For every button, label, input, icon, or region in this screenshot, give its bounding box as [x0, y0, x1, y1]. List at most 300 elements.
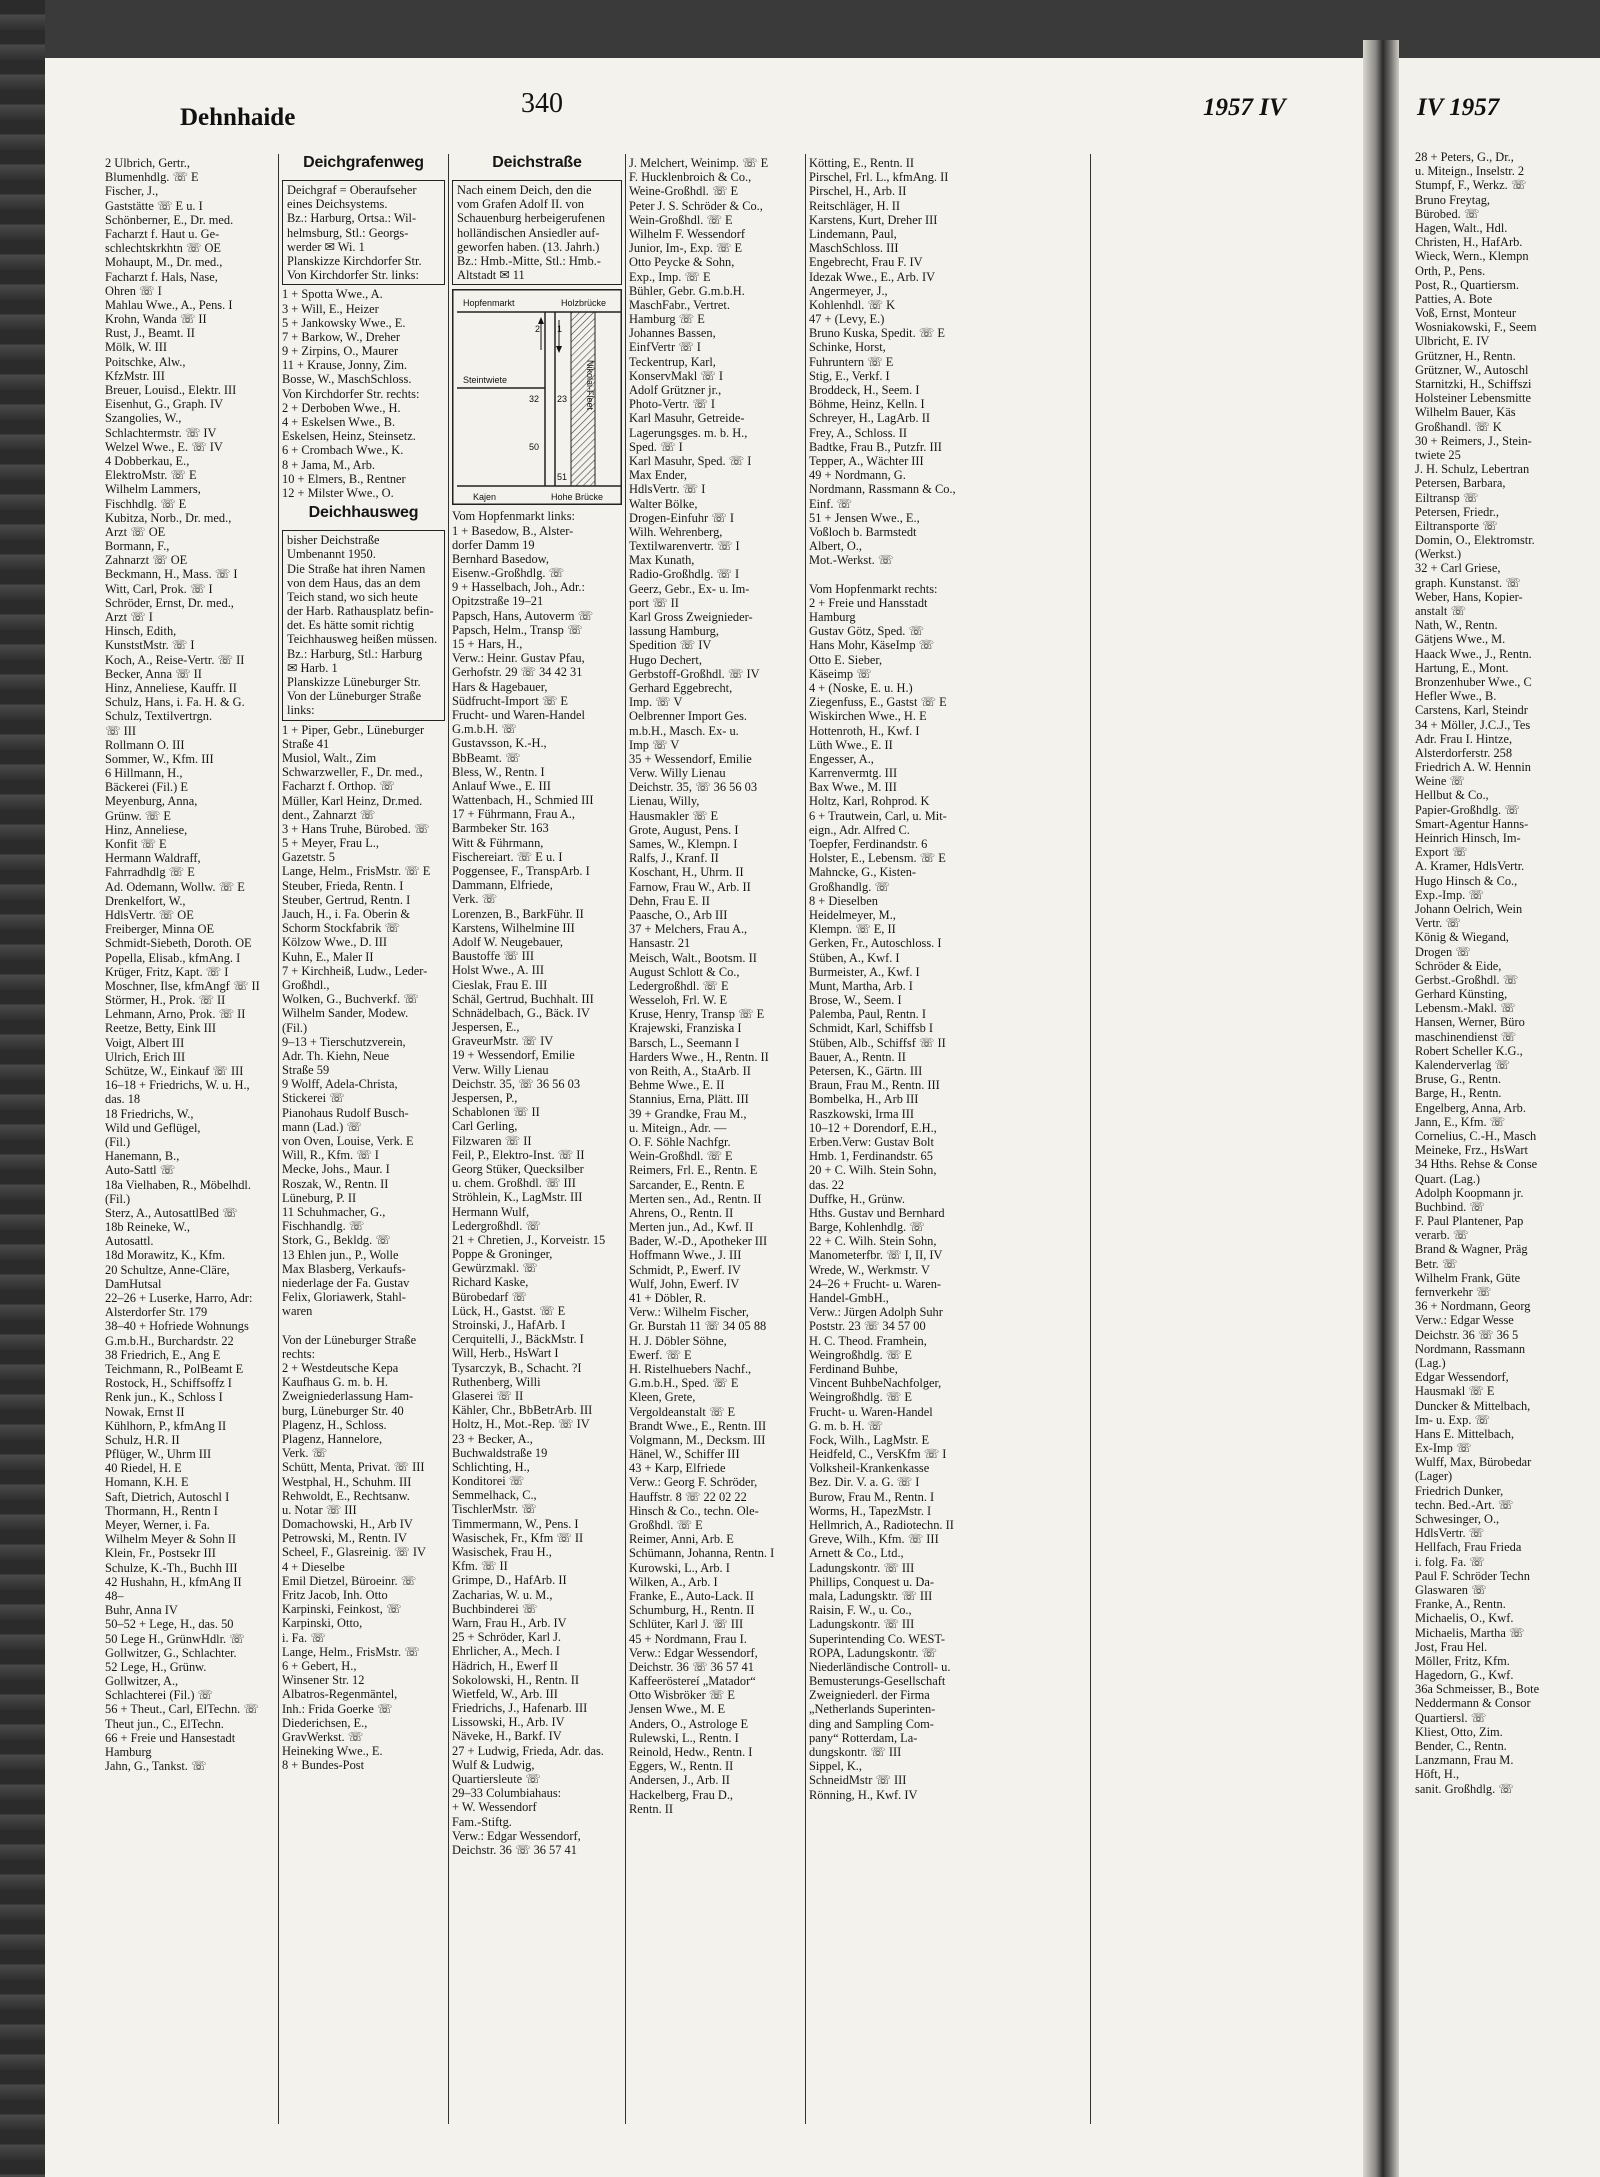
- directory-entry: Holtz, H., Mot.-Rep. ☏ IV: [452, 1417, 590, 1432]
- directory-entry: Thormann, H., Rentn I: [105, 1503, 218, 1518]
- directory-entry: F. Paul Plantener, Pap: [1415, 1214, 1524, 1229]
- directory-entry: Jann, E., Kfm. ☏: [1415, 1114, 1506, 1129]
- directory-entry: Papsch, Helm., Transp ☏: [452, 622, 583, 637]
- directory-entry: 51 + Jensen Wwe., E.,: [809, 510, 920, 525]
- directory-entry: Planskizze Lüneburger Str.: [287, 675, 421, 689]
- directory-entry: Burow, Frau M., Rentn. I: [809, 1489, 935, 1504]
- directory-entry: u. Notar ☏ III: [282, 1502, 357, 1517]
- scan-border: [0, 0, 45, 2177]
- directory-entry: Voigt, Albert III: [105, 1035, 185, 1050]
- directory-entry: (Lager): [1415, 1469, 1453, 1484]
- directory-entry: 1 + Spotta Wwe., A.: [282, 287, 383, 302]
- directory-entry: 10–12 + Dorendorf, E.H.,: [809, 1120, 937, 1135]
- directory-entry: i. folg. Fa. ☏: [1415, 1554, 1485, 1569]
- directory-entry: Opitzstraße 19–21: [452, 594, 544, 609]
- directory-entry: Großhandlg. ☏: [809, 879, 890, 894]
- directory-entry: Bz.: Harburg, Stl.: Harburg: [287, 646, 423, 661]
- directory-entry: Jespersen, P.,: [452, 1091, 518, 1105]
- directory-entry: Verw.: Heinr. Gustav Pfau,: [452, 651, 585, 666]
- column-4: [629, 156, 803, 1816]
- directory-entry: Exp.-Imp. ☏: [1415, 887, 1484, 902]
- directory-entry: Otto Wisbröker ☏ E: [629, 1688, 735, 1703]
- directory-entry: 6 + Trautwein, Carl, u. Mit-: [809, 808, 947, 823]
- directory-entry: Andersen, J., Arb. II: [629, 1773, 730, 1788]
- directory-entry: Albert, O.,: [809, 539, 862, 554]
- directory-entry: 19 + Wessendorf, Emilie: [452, 1048, 575, 1063]
- directory-entry: Michaelis, O., Kwf.: [1415, 1611, 1514, 1626]
- directory-entry: Wilhelm Lammers,: [105, 482, 201, 497]
- map-num: 50: [529, 442, 540, 453]
- directory-entry: Karpinski, Otto,: [282, 1616, 363, 1631]
- directory-entry: das. 22: [809, 1177, 845, 1192]
- directory-entry: Ehrlicher, A., Mech. I: [452, 1644, 560, 1659]
- directory-entry: Wietfeld, W., Arb. III: [452, 1686, 558, 1701]
- directory-entry: 35 + Wessendorf, Emilie: [629, 751, 752, 766]
- directory-entry: Hinsch, Edith,: [105, 624, 177, 639]
- directory-entry: Ferdinand Buhbe,: [809, 1361, 898, 1376]
- directory-entry: 7 + Kirchheiß, Ludw., Leder-: [282, 963, 428, 978]
- directory-entry: G.m.b.H., Burchardstr. 22: [105, 1333, 234, 1348]
- directory-entry: Wieck, Wern., Klempn: [1415, 249, 1529, 264]
- directory-entry: Reimers, Frl. E., Rentn. E: [629, 1163, 758, 1178]
- directory-entry: Szangolies, W.,: [105, 411, 182, 426]
- column-1: [105, 156, 275, 1773]
- directory-entry: Lange, Helm., FrisMstr. ☏ E: [282, 864, 431, 879]
- directory-entry: niederlage der Fa. Gustav: [282, 1275, 410, 1290]
- directory-entry: 2 + Derboben Wwe., H.: [282, 400, 401, 415]
- directory-entry: Grünw. ☏ E: [105, 808, 171, 823]
- directory-entry: 38–40 + Hofriede Wohnungs: [105, 1319, 249, 1334]
- directory-entry: SchneidMstr ☏ III: [809, 1773, 907, 1788]
- directory-entry: 43 + Karp, Elfriede: [629, 1461, 726, 1476]
- directory-entry: Fischhdlg. ☏ E: [105, 496, 187, 511]
- directory-entry: Kötting, E., Rentn. II: [809, 156, 914, 170]
- directory-entry: EinfVertr ☏ I: [629, 340, 701, 355]
- directory-entry: Gerhard Eggebrecht,: [629, 680, 733, 695]
- directory-entry: Barsch, L., Seemann I: [629, 1035, 740, 1050]
- directory-entry: Nath, W., Rentn.: [1415, 618, 1498, 633]
- directory-entry: Bemusterungs-Gesellschaft: [809, 1674, 946, 1689]
- directory-entry: Gerken, Fr., Autoschloss. I: [809, 936, 942, 951]
- directory-entry: ☏ III: [105, 723, 136, 738]
- directory-entry: + W. Wessendorf: [452, 1800, 537, 1815]
- directory-entry: GraveurMstr. ☏ IV: [452, 1034, 554, 1049]
- directory-entry: Poggensee, F., TranspArb. I: [452, 864, 590, 878]
- directory-entry: Betr. ☏: [1415, 1256, 1458, 1271]
- directory-entry: Schlachterei (Fil.) ☏: [105, 1688, 214, 1703]
- directory-entry: Gollwitzer, A.,: [105, 1674, 179, 1689]
- directory-entry: Deichstr. 36 ☏ 36 5: [1415, 1327, 1519, 1342]
- directory-entry: Verw.: Edgar Wessendorf,: [629, 1645, 758, 1660]
- directory-entry: Sarcander, E., Rentn. E: [629, 1177, 745, 1192]
- directory-entry: ✉ Harb. 1: [287, 660, 338, 675]
- directory-entry: Ziegenfuss, E., Gastst ☏ E: [809, 695, 947, 710]
- directory-entry: Höft, H.,: [1415, 1767, 1460, 1782]
- directory-entry: KunststMstr. ☏ I: [105, 638, 195, 653]
- directory-entry: Kalenderverlag ☏: [1415, 1058, 1510, 1072]
- directory-entry: Farnow, Frau W., Arb. II: [629, 879, 751, 894]
- directory-entry: MaschFabr., Vertret.: [629, 297, 730, 312]
- directory-entry: Wulf, John, Ewerf. IV: [629, 1276, 740, 1291]
- directory-entry: Störmer, H., Prok. ☏ II: [105, 993, 226, 1008]
- directory-entry: Popella, Elisab., kfmAng. I: [105, 950, 241, 965]
- directory-entry: Ohren ☏ I: [105, 283, 162, 298]
- directory-entry: Mot.-Werkst. ☏: [809, 553, 894, 568]
- directory-entry: GravWerkst. ☏: [282, 1729, 364, 1744]
- directory-entry: Fischer, J.,: [105, 184, 159, 199]
- directory-entry: Hellfach, Frau Frieda: [1415, 1540, 1522, 1555]
- directory-entry: Gr. Burstah 11 ☏ 34 05 88: [629, 1319, 767, 1334]
- directory-entry: Homann, K.H. E: [105, 1475, 189, 1490]
- directory-entry: Schauenburg herbeigerufenen: [457, 211, 606, 226]
- directory-entry: Poitschke, Alw.,: [105, 354, 186, 369]
- directory-entry: Koch, A., Reise-Vertr. ☏ II: [105, 652, 245, 667]
- directory-entry: Stork, G., Bekldg. ☏: [282, 1233, 391, 1248]
- directory-entry: Arnett & Co., Ltd.,: [809, 1546, 904, 1561]
- directory-entry: Poppe & Groninger,: [452, 1247, 553, 1262]
- directory-entry: Buchbind. ☏: [1415, 1199, 1485, 1214]
- directory-entry: Sippel, K.,: [809, 1759, 863, 1774]
- directory-entry: Toepfer, Ferdinandstr. 6: [809, 837, 928, 851]
- directory-entry: Hausmakler ☏ E: [629, 808, 719, 823]
- directory-entry: Fritz Jacob, Inh. Otto: [282, 1588, 388, 1602]
- directory-entry: Lehmann, Arno, Prok. ☏ II: [105, 1007, 246, 1022]
- directory-entry: Nach einem Deich, den die: [457, 183, 592, 197]
- directory-entry: Steuber, Frieda, Rentn. I: [282, 878, 404, 893]
- directory-entry: 42 Hushahn, H., kfmAng II: [105, 1574, 242, 1589]
- directory-entry: 24–26 + Frucht- u. Waren-: [809, 1276, 942, 1291]
- directory-entry: fernverkehr ☏: [1415, 1285, 1492, 1299]
- directory-entry: HdlsVertr. ☏ OE: [105, 907, 194, 922]
- directory-entry: pany“ Rotterdam, La-: [809, 1730, 918, 1745]
- directory-entry: Edgar Wessendorf,: [1415, 1370, 1509, 1385]
- directory-entry: Im- u. Exp. ☏: [1415, 1412, 1491, 1427]
- directory-entry: Schmidt-Siebeth, Doroth. OE: [105, 936, 252, 951]
- directory-entry: Schorm Stockfabrik ☏: [282, 921, 401, 936]
- directory-entry: 66 + Freie und Hansestadt: [105, 1730, 236, 1745]
- directory-entry: Behme Wwe., E. II: [629, 1078, 725, 1093]
- directory-entry: Stig, E., Verkf. I: [809, 368, 890, 383]
- facing-page-header: IV 1957: [1417, 94, 1500, 121]
- directory-entry: 6 + Crombach Wwe., K.: [282, 443, 404, 458]
- directory-entry: Idezak Wwe., E., Arb. IV: [809, 269, 936, 284]
- directory-entry: Felix, Gloriawerk, Stahl-: [282, 1290, 406, 1305]
- map-num: 2: [535, 324, 541, 335]
- directory-entry: Facharzt f. Orthop. ☏: [282, 779, 395, 794]
- directory-entry: Merten jun., Ad., Kwf. II: [629, 1220, 754, 1235]
- directory-entry: mann (Lad.) ☏: [282, 1119, 362, 1134]
- directory-entry: Peter J. S. Schröder & Co.,: [629, 198, 763, 213]
- directory-entry: geworfen haben. (13. Jahrh.): [457, 239, 600, 254]
- directory-entry: Reitschläger, H. II: [809, 198, 901, 213]
- directory-entry: Franke, E., Auto-Lack. II: [629, 1588, 754, 1603]
- directory-entry: Feil, P., Elektro-Inst. ☏ II: [452, 1147, 585, 1162]
- directory-entry: sanit. Großhdlg. ☏: [1415, 1781, 1514, 1796]
- map-num: 32: [529, 394, 540, 405]
- column-5: [809, 156, 989, 1802]
- column-rule: [448, 154, 449, 2124]
- directory-entry: (Werkst.): [1415, 547, 1462, 562]
- directory-entry: Adr. Frau I. Hintze,: [1415, 731, 1513, 746]
- directory-entry: Straße 59: [282, 1063, 330, 1078]
- directory-entry: Bronzenhuber Wwe., C: [1415, 674, 1532, 689]
- directory-entry: Grote, August, Pens. I: [629, 822, 739, 837]
- directory-entry: Ruthenberg, Willi: [452, 1374, 541, 1389]
- directory-entry: 41 + Döbler, R.: [629, 1291, 707, 1305]
- directory-entry: Heidfeld, C., VersKfm ☏ I: [809, 1447, 947, 1462]
- directory-entry: Mahlau Wwe., A., Pens. I: [105, 297, 233, 312]
- directory-entry: Hädrich, H., Ewerf II: [452, 1658, 558, 1673]
- directory-entry: Pianohaus Rudolf Busch-: [282, 1105, 409, 1120]
- directory-entry: Kubitza, Norb., Dr. med.,: [105, 510, 232, 525]
- directory-entry: Lebensm.-Makl. ☏: [1415, 1001, 1516, 1016]
- directory-entry: Barmbeker Str. 163: [452, 821, 549, 836]
- directory-entry: Käseimp ☏: [809, 666, 872, 681]
- directory-entry: DamHutsal: [105, 1276, 162, 1291]
- directory-entry: Schümann, Johanna, Rentn. I: [629, 1546, 775, 1561]
- directory-entry: port ☏ II: [629, 595, 679, 610]
- column-rule: [805, 154, 806, 2124]
- directory-entry: holländischen Ansiedler auf-: [457, 225, 600, 240]
- directory-entry: Erben.Verw: Gustav Bolt: [809, 1134, 934, 1149]
- directory-entry: 50 Lege H., GrünwHdlr. ☏: [105, 1631, 245, 1646]
- street-info-box: [282, 180, 445, 285]
- directory-entry: Stüben, Alb., Schiffsf ☏ II: [809, 1035, 946, 1050]
- directory-entry: Roszak, W., Rentn. II: [282, 1176, 389, 1191]
- page-header-street: Dehnhaide: [180, 104, 296, 131]
- directory-entry: Vom Hopfenmarkt rechts:: [809, 581, 938, 596]
- directory-entry: Lange, Helm., FrisMstr. ☏: [282, 1644, 420, 1659]
- directory-entry: Richard Kaske,: [452, 1275, 529, 1290]
- directory-entry: Krüger, Fritz, Kapt. ☏ I: [105, 964, 229, 979]
- directory-entry: Schönberner, E., Dr. med.: [105, 212, 234, 227]
- directory-entry: Saft, Dietrich, Autoschl I: [105, 1489, 230, 1504]
- directory-entry: Max Blasberg, Verkaufs-: [282, 1261, 406, 1276]
- directory-entry: Wolken, G., Buchverkf. ☏: [282, 992, 419, 1007]
- directory-entry: 12 + Milster Wwe., O.: [282, 485, 394, 500]
- street-title-deichgrafenweg: Deichgrafenweg: [303, 154, 424, 171]
- directory-entry: Worms, H., TapezMstr. I: [809, 1503, 932, 1518]
- directory-entry: dent., Zahnarzt ☏: [282, 807, 376, 822]
- directory-entry: Zahnarzt ☏ OE: [105, 553, 188, 568]
- directory-entry: Klempn. ☏ E, II: [809, 922, 896, 937]
- directory-entry: Lindemann, Paul,: [809, 226, 897, 241]
- directory-entry: vom Grafen Adolf II. von: [457, 197, 584, 212]
- column-rule: [625, 154, 626, 2124]
- directory-entry: Wesseloh, Frl. W. E: [629, 993, 728, 1008]
- directory-entry: Photo-Vertr. ☏ I: [629, 397, 716, 412]
- directory-entry: Von der Lüneburger Straße: [282, 1332, 417, 1347]
- directory-entry: Ulbricht, E. IV: [1415, 334, 1490, 349]
- directory-entry: Baustoffe ☏ III: [452, 949, 535, 964]
- directory-entry: 10 + Elmers, B., Rentner: [282, 471, 406, 486]
- directory-entry: Karstens, Kurt, Dreher III: [809, 212, 938, 227]
- directory-entry: HdlsVertr. ☏: [1415, 1526, 1485, 1541]
- directory-entry: Tysarczyk, B., Schacht. ?I: [452, 1360, 582, 1375]
- directory-entry: Eskelsen, Heinz, Steinsetz.: [282, 429, 416, 444]
- directory-entry: Reinold, Hedw., Rentn. I: [629, 1745, 753, 1759]
- directory-entry: Friedrich A. W. Hennin: [1415, 760, 1531, 775]
- directory-entry: Gaststätte ☏ E u. I: [105, 198, 203, 213]
- directory-entry: Burmeister, A., Kwf. I: [809, 964, 920, 979]
- directory-entry: Ledergroßhdl. ☏ E: [629, 978, 729, 993]
- directory-entry: Karpinski, Feinkost, ☏: [282, 1602, 402, 1617]
- directory-entry: [809, 567, 989, 581]
- directory-entry: Exp., Imp. ☏ E: [629, 269, 711, 284]
- directory-entry: Rehwoldt, E., Rechtsanw.: [282, 1488, 410, 1503]
- directory-entry: Max Kunath,: [629, 553, 695, 568]
- directory-entry: u. Miteign., Adr. —: [629, 1120, 727, 1135]
- directory-entry: Jost, Frau Hel.: [1415, 1639, 1488, 1654]
- directory-entry: 4 + (Noske, E. u. H.): [809, 680, 913, 695]
- directory-entry: Meisch, Walt., Bootsm. II: [629, 950, 757, 965]
- directory-entry: KonservMakl ☏ I: [629, 368, 723, 383]
- directory-entry: ROPA, Ladungskontr. ☏: [809, 1645, 937, 1660]
- directory-entry: Mohaupt, M., Dr. med.,: [105, 255, 223, 270]
- directory-entry: Volksheil-Krankenkasse: [809, 1461, 930, 1476]
- directory-entry: Haack Wwe., J., Rentn.: [1415, 646, 1532, 661]
- directory-entry: 5 + Meyer, Frau L.,: [282, 836, 379, 851]
- directory-entry: Karl Gross Zweignieder-: [629, 610, 753, 624]
- directory-entry: Schäl, Gertrud, Buchhalt. III: [452, 991, 594, 1006]
- directory-entry: 23 + Becker, A.,: [452, 1431, 533, 1446]
- directory-entry: Rulewski, L., Rentn. I: [629, 1730, 739, 1745]
- directory-entry: Weine-Großhdl. ☏ E: [629, 184, 739, 199]
- directory-entry: Teichmann, R., PolBeamt E: [105, 1361, 244, 1376]
- directory-entry: Plagenz, Hannelore,: [282, 1431, 383, 1446]
- directory-entry: Hauffstr. 8 ☏ 22 02 22: [629, 1489, 747, 1504]
- directory-entry: burg, Lüneburger Str. 40: [282, 1403, 404, 1418]
- directory-entry: Zacharias, W. u. M.,: [452, 1587, 553, 1602]
- directory-entry: Palemba, Paul, Rentn. I: [809, 1007, 927, 1022]
- directory-entry: Ewerf. ☏ E: [629, 1347, 692, 1362]
- directory-entry: Cieslak, Frau E. III: [452, 977, 548, 992]
- directory-entry: 18 Friedrichs, W.,: [105, 1106, 194, 1121]
- directory-entry: J. Melchert, Weinimp. ☏ E: [629, 156, 769, 170]
- directory-entry: Pirschel, H., Arb. II: [809, 184, 907, 199]
- directory-entry: Georg Stüker, Quecksilber: [452, 1161, 584, 1176]
- directory-entry: KfzMstr. III: [105, 368, 165, 383]
- directory-entry: Angermeyer, J.,: [809, 283, 888, 298]
- directory-entry: Schulz, H.R. II: [105, 1432, 180, 1447]
- directory-entry: (Fil.): [105, 1191, 131, 1206]
- directory-entry: Einf. ☏: [809, 496, 853, 511]
- directory-entry: Bader, W.-D., Apotheker III: [629, 1234, 768, 1249]
- directory-entry: Warn, Frau H., Arb. IV: [452, 1615, 567, 1630]
- directory-entry: Will, R., Kfm. ☏ I: [282, 1148, 379, 1163]
- map-label-kajen: Kajen: [473, 492, 497, 503]
- directory-entry: 8 + Bundes-Post: [282, 1758, 365, 1773]
- directory-entry: Hagedorn, G., Kwf.: [1415, 1668, 1514, 1683]
- directory-entry: Verw. Willy Lienau: [629, 766, 726, 781]
- directory-entry: 30 + Reimers, J., Stein-: [1415, 433, 1532, 448]
- directory-entry: Stickerei ☏: [282, 1091, 345, 1106]
- directory-entry: Konfit ☏ E: [105, 837, 167, 851]
- directory-entry: Walter Bölke,: [629, 496, 698, 511]
- directory-entry: 32 + Carl Griese,: [1415, 561, 1501, 576]
- directory-entry: Drogen ☏: [1415, 944, 1471, 959]
- directory-entry: Hamburg: [105, 1745, 152, 1759]
- column-3: [452, 156, 622, 1857]
- directory-entry: 36a Schmeisser, B., Bote: [1415, 1682, 1540, 1697]
- directory-entry: Robert Scheller K.G.,: [1415, 1043, 1523, 1058]
- directory-entry: Verw.: Edgar Wesse: [1415, 1313, 1514, 1328]
- directory-entry: Bürobedarf ☏: [452, 1289, 528, 1304]
- directory-entry: Hinz, Anneliese, Kauffr. II: [105, 680, 237, 695]
- directory-entry: Adolph Koopmann jr.: [1415, 1185, 1524, 1200]
- directory-entry: Kfm. ☏ II: [452, 1559, 508, 1574]
- directory-entry: Gerbst.-Großhdl. ☏: [1415, 972, 1519, 987]
- directory-entry: Schnädelbach, G., Bäck. IV: [452, 1005, 590, 1020]
- directory-entry: Patties, A. Bote: [1415, 291, 1493, 306]
- directory-entry: Heineking Wwe., E.: [282, 1744, 383, 1759]
- directory-entry: Tepper, A., Wächter III: [809, 453, 924, 468]
- directory-entry: Müller, Karl Heinz, Dr.med.: [282, 793, 423, 808]
- directory-entry: Paasche, O., Arb III: [629, 907, 728, 922]
- directory-entry: 17 + Führmann, Frau A.,: [452, 807, 575, 822]
- directory-entry: Schablonen ☏ II: [452, 1105, 540, 1120]
- directory-entry: Badtke, Frau B., Putzfr. III: [809, 439, 942, 454]
- directory-entry: Hinz, Anneliese,: [105, 822, 188, 837]
- directory-entry: Wasischek, Frau H.,: [452, 1545, 552, 1559]
- directory-entry: waren: [282, 1304, 313, 1319]
- directory-entry: Eisenhut, G., Graph. IV: [105, 397, 224, 412]
- directory-entry: Winsener Str. 12: [282, 1673, 365, 1688]
- directory-entry: u. chem. Großhdl. ☏ III: [452, 1176, 576, 1191]
- directory-entry: Wulf & Ludwig,: [452, 1757, 535, 1772]
- directory-entry: Deichgraf = Oberaufseher: [287, 183, 417, 197]
- directory-entry: Ströhlein, K., LagMstr. III: [452, 1190, 583, 1205]
- directory-entry: Bühler, Gebr. G.m.b.H.: [629, 283, 745, 298]
- directory-entry: Buchwaldstraße 19: [452, 1445, 548, 1460]
- directory-entry: maschinendienst ☏: [1415, 1029, 1517, 1044]
- directory-entry: Wilhelm Bauer, Käs: [1415, 405, 1516, 420]
- directory-entry: Wasischek, Fr., Kfm ☏ II: [452, 1530, 584, 1545]
- directory-entry: G.m.b.H., Sped. ☏ E: [629, 1376, 739, 1391]
- directory-entry: Domin, O., Elektromstr.: [1415, 533, 1535, 548]
- directory-entry: G. m. b. H. ☏: [809, 1418, 884, 1433]
- directory-entry: Arzt ☏ I: [105, 610, 153, 624]
- directory-entry: Petersen, K., Gärtn. III: [809, 1064, 923, 1078]
- directory-entry: Spedition ☏ IV: [629, 638, 712, 653]
- directory-entry: Wild und Geflügel,: [105, 1120, 201, 1135]
- directory-entry: Bruno Kuska, Spedit. ☏ E: [809, 326, 945, 341]
- directory-entry: 21 + Chretien, J., Korveistr. 15: [452, 1232, 606, 1247]
- directory-entry: Schumburg, H., Rentn. II: [629, 1603, 755, 1618]
- directory-entry: Gerhard Künsting,: [1415, 987, 1508, 1002]
- directory-entry: Lorenzen, B., BarkFühr. II: [452, 906, 584, 921]
- directory-entry: ElektroMstr. ☏ E: [105, 468, 197, 483]
- directory-entry: Sokolowski, H., Rentn. II: [452, 1672, 580, 1687]
- directory-entry: Nowak, Ernst II: [105, 1404, 185, 1419]
- directory-entry: Hugo Dechert,: [629, 652, 702, 667]
- directory-entry: 25 + Schröder, Karl J.: [452, 1630, 562, 1645]
- directory-entry: Otto Peycke & Sohn,: [629, 255, 735, 270]
- directory-entry: Frucht- und Waren-Handel: [452, 707, 585, 722]
- directory-entry: Broddeck, H., Seem. I: [809, 383, 920, 397]
- directory-entry: Handel-GmbH.,: [809, 1291, 889, 1305]
- directory-entry: Deichstr. 36 ☏ 36 57 41: [452, 1842, 577, 1857]
- directory-entry: Barge, H., Rentn.: [1415, 1086, 1502, 1101]
- directory-entry: Post, R., Quartiersm.: [1415, 277, 1519, 292]
- directory-entry: Stannius, Erna, Plätt. III: [629, 1092, 749, 1107]
- directory-entry: 2 + Westdeutsche Kepa: [282, 1361, 399, 1375]
- directory-entry: Ladungskontr. ☏ III: [809, 1560, 915, 1575]
- directory-entry: Carstens, Karl, Steindr: [1415, 703, 1528, 718]
- directory-entry: Hermann Waldraff,: [105, 851, 201, 866]
- directory-entry: 38 Friedrich, E., Ang E: [105, 1347, 221, 1362]
- directory-entry: Wulff, Max, Bürobedar: [1415, 1455, 1532, 1470]
